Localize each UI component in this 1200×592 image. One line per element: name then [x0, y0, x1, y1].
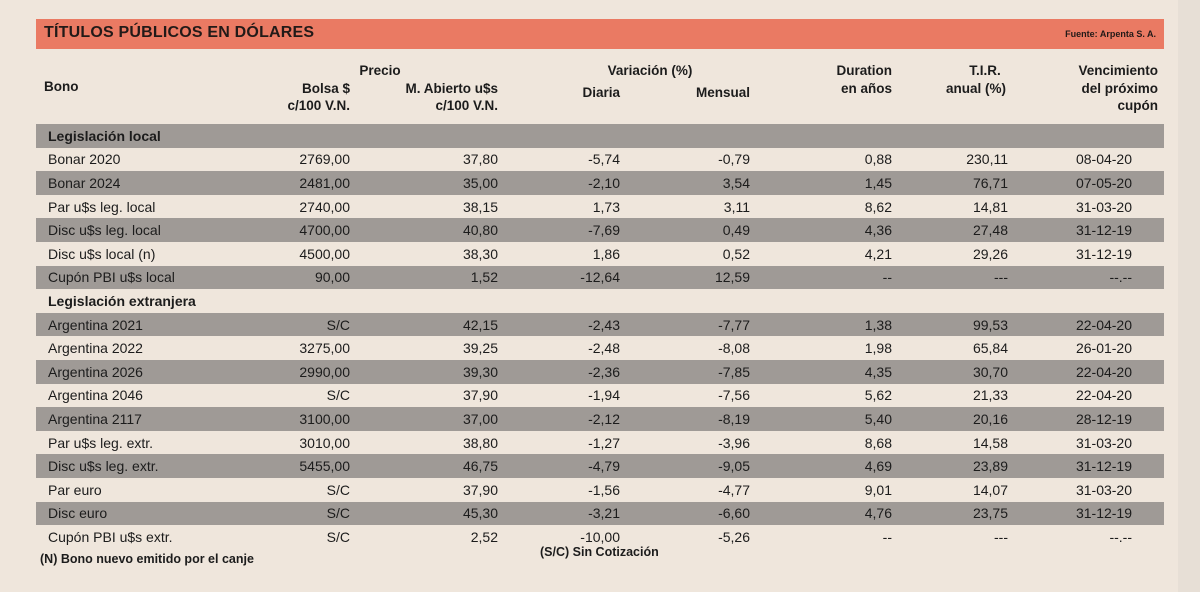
- cell-pad: [1132, 313, 1164, 337]
- cell-bono: Par u$s leg. extr.: [48, 434, 154, 451]
- header-abierto-2: c/100 V.N.: [435, 98, 498, 113]
- cell-venc: --.--: [1008, 266, 1132, 290]
- cell-venc: 31-12-19: [1075, 245, 1132, 262]
- header-duration-2: en años: [840, 81, 892, 96]
- cell-pad: [1132, 525, 1164, 549]
- cell-tir: 23,75: [892, 502, 1008, 526]
- cell-pad: [1132, 242, 1164, 266]
- table-row: [36, 502, 1164, 526]
- cell-duration: 4,21: [864, 245, 892, 262]
- table-row: [36, 242, 1164, 266]
- table-row: [36, 313, 1164, 337]
- cell-venc: 31-12-19: [1008, 218, 1132, 242]
- header-bolsa-1: Bolsa $: [301, 81, 350, 96]
- cell-bolsa: 4500,00: [299, 245, 350, 262]
- cell-pad: [1132, 195, 1164, 219]
- cell-pad: [1132, 336, 1164, 360]
- cell-bono: Disc euro: [36, 502, 250, 526]
- cell-bolsa: S/C: [326, 528, 350, 545]
- cell-diaria: -5,74: [588, 151, 620, 168]
- cell-bono: Argentina 2022: [48, 340, 143, 357]
- section-label-extranjera: Legislación extranjera: [48, 292, 196, 309]
- cell-abierto: 39,30: [350, 360, 498, 384]
- cell-venc: 26-01-20: [1075, 340, 1132, 357]
- bonds-table: [36, 124, 1164, 549]
- cell-mensual: 3,54: [620, 171, 750, 195]
- cell-diaria: -1,94: [588, 387, 620, 404]
- cell-venc: 22-04-20: [1075, 387, 1132, 404]
- cell-venc: 31-03-20: [1075, 198, 1132, 215]
- cell-bono: Argentina 2046: [48, 387, 143, 404]
- cell-venc: --.--: [1109, 528, 1132, 545]
- cell-abierto: 40,80: [350, 218, 498, 242]
- table-row: [36, 360, 1164, 384]
- cell-bolsa: 4700,00: [250, 218, 350, 242]
- table-title: TÍTULOS PÚBLICOS EN DÓLARES: [44, 24, 315, 41]
- cell-venc: 07-05-20: [1008, 171, 1132, 195]
- cell-bolsa: 2990,00: [250, 360, 350, 384]
- cell-duration: 1,45: [750, 171, 892, 195]
- cell-venc: 08-04-20: [1075, 151, 1132, 168]
- cell-pad: [1132, 266, 1164, 290]
- header-bono: Bono: [44, 79, 79, 94]
- cell-tir: 29,26: [972, 245, 1008, 262]
- cell-abierto: 37,00: [350, 407, 498, 431]
- cell-bolsa: 3100,00: [250, 407, 350, 431]
- cell-bolsa: 3275,00: [299, 340, 350, 357]
- cell-bolsa: 2740,00: [299, 198, 350, 215]
- cell-diaria: -7,69: [498, 218, 620, 242]
- header-venc-2: del próximo: [1081, 81, 1158, 96]
- footnote-nuevo: (N) Bono nuevo emitido por el canje: [40, 552, 254, 566]
- table-row: [36, 384, 1164, 408]
- cell-duration: 4,76: [750, 502, 892, 526]
- cell-abierto: 45,30: [350, 502, 498, 526]
- source-credit: Fuente: Arpenta S. A.: [1065, 29, 1156, 39]
- cell-diaria: -12,64: [498, 266, 620, 290]
- cell-duration: 4,69: [750, 454, 892, 478]
- cell-tir: 14,58: [972, 434, 1008, 451]
- cell-tir: 21,33: [972, 387, 1008, 404]
- cell-mensual: -7,85: [620, 360, 750, 384]
- header-tir-1: T.I.R.: [969, 63, 1001, 78]
- cell-mensual: -4,77: [718, 481, 750, 498]
- table-row: [36, 148, 1164, 172]
- cell-bolsa: S/C: [326, 387, 350, 404]
- cell-abierto: 39,25: [462, 340, 498, 357]
- cell-tir: 30,70: [892, 360, 1008, 384]
- cell-bono: Disc u$s local (n): [48, 245, 156, 262]
- header-bolsa-2: c/100 V.N.: [287, 98, 350, 113]
- cell-venc: 31-12-19: [1008, 454, 1132, 478]
- cell-diaria: 1,86: [592, 245, 620, 262]
- cell-tir: 230,11: [966, 151, 1008, 168]
- cell-bolsa: S/C: [250, 313, 350, 337]
- cell-bono: Bonar 2024: [36, 171, 250, 195]
- cell-diaria: -2,12: [498, 407, 620, 431]
- header-mensual: Mensual: [695, 85, 750, 100]
- cell-abierto: 38,15: [462, 198, 498, 215]
- footnote-sin-cotizacion: (S/C) Sin Cotización: [540, 545, 659, 559]
- cell-diaria: -1,56: [588, 481, 620, 498]
- table-row: [36, 478, 1164, 502]
- cell-duration: 5,62: [864, 387, 892, 404]
- cell-mensual: -7,77: [620, 313, 750, 337]
- cell-tir: 23,89: [892, 454, 1008, 478]
- cell-duration: 4,35: [750, 360, 892, 384]
- cell-duration: --: [750, 266, 892, 290]
- cell-duration: 4,36: [750, 218, 892, 242]
- cell-pad: [1132, 384, 1164, 408]
- cell-mensual: -5,26: [718, 528, 750, 545]
- cell-pad: [1132, 148, 1164, 172]
- cell-diaria: -3,21: [498, 502, 620, 526]
- cell-abierto: 42,15: [350, 313, 498, 337]
- cell-bolsa: S/C: [250, 502, 350, 526]
- header-precio: Precio: [359, 63, 401, 78]
- table-row: [36, 454, 1164, 478]
- cell-abierto: 1,52: [350, 266, 498, 290]
- cell-bono: Par euro: [48, 481, 102, 498]
- cell-duration: 1,38: [750, 313, 892, 337]
- title-bar: [36, 19, 1164, 49]
- cell-bolsa: 90,00: [250, 266, 350, 290]
- cell-mensual: -9,05: [620, 454, 750, 478]
- cell-abierto: 37,90: [462, 481, 498, 498]
- cell-bono: Par u$s leg. local: [48, 198, 156, 215]
- cell-mensual: 0,52: [722, 245, 750, 262]
- cell-pad: [1132, 171, 1164, 195]
- cell-bono: Cupón PBI u$s extr.: [48, 528, 173, 545]
- table-row: [36, 266, 1164, 290]
- cell-tir: 14,81: [972, 198, 1008, 215]
- cell-mensual: -6,60: [620, 502, 750, 526]
- cell-duration: 8,68: [864, 434, 892, 451]
- section-row-local: [36, 124, 1164, 148]
- cell-abierto: 35,00: [350, 171, 498, 195]
- table-row: [36, 336, 1164, 360]
- cell-abierto: 2,52: [470, 528, 498, 545]
- cell-bono: Argentina 2026: [36, 360, 250, 384]
- cell-bolsa: 2481,00: [250, 171, 350, 195]
- cell-tir: 65,84: [972, 340, 1008, 357]
- cell-bolsa: 2769,00: [299, 151, 350, 168]
- header-variacion: Variación (%): [607, 63, 693, 78]
- cell-pad: [1132, 360, 1164, 384]
- cell-tir: 99,53: [892, 313, 1008, 337]
- cell-bono: Cupón PBI u$s local: [36, 266, 250, 290]
- cell-abierto: 38,80: [462, 434, 498, 451]
- table-row: [36, 407, 1164, 431]
- cell-tir: 20,16: [892, 407, 1008, 431]
- table-row: [36, 195, 1164, 219]
- cell-diaria: -4,79: [498, 454, 620, 478]
- cell-venc: 31-03-20: [1075, 434, 1132, 451]
- header-venc-3: cupón: [1117, 98, 1158, 113]
- cell-pad: [1132, 407, 1164, 431]
- cell-diaria: 1,73: [592, 198, 620, 215]
- cell-mensual: 0,49: [620, 218, 750, 242]
- cell-bono: Argentina 2021: [36, 313, 250, 337]
- cell-mensual: 12,59: [620, 266, 750, 290]
- cell-tir: ---: [892, 266, 1008, 290]
- header-tir-2: anual (%): [945, 81, 1006, 96]
- header-abierto-1: M. Abierto u$s: [405, 81, 498, 96]
- cell-duration: 9,01: [864, 481, 892, 498]
- cell-bolsa: S/C: [326, 481, 350, 498]
- cell-diaria: -2,48: [588, 340, 620, 357]
- cell-venc: 28-12-19: [1008, 407, 1132, 431]
- cell-pad: [1132, 454, 1164, 478]
- cell-venc: 22-04-20: [1008, 313, 1132, 337]
- table-row: [36, 218, 1164, 242]
- cell-duration: 1,98: [864, 340, 892, 357]
- cell-mensual: 3,11: [723, 198, 750, 215]
- cell-abierto: 46,75: [350, 454, 498, 478]
- header-venc-1: Vencimiento: [1078, 63, 1158, 78]
- cell-mensual: -7,56: [718, 387, 750, 404]
- cell-abierto: 38,30: [462, 245, 498, 262]
- cell-tir: 14,07: [972, 481, 1008, 498]
- cell-bolsa: 3010,00: [299, 434, 350, 451]
- cell-abierto: 37,80: [462, 151, 498, 168]
- cell-abierto: 37,90: [462, 387, 498, 404]
- section-label-local: Legislación local: [36, 124, 1164, 148]
- cell-diaria: -2,43: [498, 313, 620, 337]
- cell-bono: Disc u$s leg. local: [36, 218, 250, 242]
- cell-bono: Bonar 2020: [48, 151, 121, 168]
- cell-venc: 31-12-19: [1008, 502, 1132, 526]
- cell-diaria: -2,10: [498, 171, 620, 195]
- cell-diaria: -1,27: [588, 434, 620, 451]
- cell-duration: 5,40: [750, 407, 892, 431]
- cell-pad: [1132, 502, 1164, 526]
- cell-tir: 27,48: [892, 218, 1008, 242]
- table-row: [36, 171, 1164, 195]
- cell-diaria: -2,36: [498, 360, 620, 384]
- cell-mensual: -3,96: [718, 434, 750, 451]
- cell-bolsa: 5455,00: [250, 454, 350, 478]
- cell-duration: 8,62: [864, 198, 892, 215]
- cell-pad: [1132, 478, 1164, 502]
- cell-bono: Argentina 2117: [36, 407, 250, 431]
- cell-venc: 31-03-20: [1075, 481, 1132, 498]
- bonds-table-body: [36, 124, 1164, 549]
- cell-mensual: -0,79: [718, 151, 750, 168]
- cell-bono: Disc u$s leg. extr.: [36, 454, 250, 478]
- cell-tir: 76,71: [892, 171, 1008, 195]
- cell-duration: --: [882, 528, 892, 545]
- cell-venc: 22-04-20: [1008, 360, 1132, 384]
- header-duration-1: Duration: [836, 63, 892, 78]
- cell-pad: [1132, 431, 1164, 455]
- section-row-extranjera: [36, 289, 1164, 313]
- cell-pad: [1132, 218, 1164, 242]
- cell-duration: 0,88: [864, 151, 892, 168]
- header-diaria: Diaria: [582, 85, 620, 100]
- cell-tir: ---: [994, 528, 1008, 545]
- page-edge: [1178, 0, 1200, 592]
- cell-mensual: -8,08: [718, 340, 750, 357]
- table-row: [36, 431, 1164, 455]
- cell-mensual: -8,19: [620, 407, 750, 431]
- cell-diaria: -10,00: [580, 528, 620, 545]
